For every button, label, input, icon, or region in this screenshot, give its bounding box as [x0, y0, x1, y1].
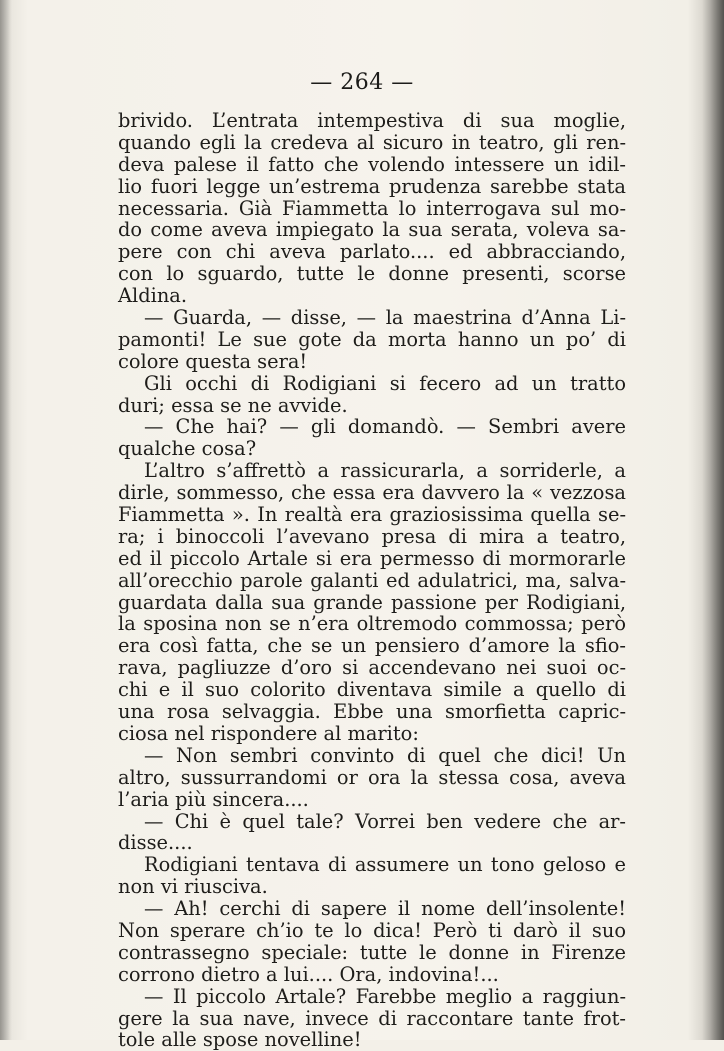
text-line: ra; i binoccoli l’avevano presa di mira a teatro, [118, 524, 626, 548]
text-line: gere la sua nave, invece di raccontare tante frot- [118, 1006, 626, 1030]
text-line: con lo sguardo, tutte le donne presenti, scorse [118, 262, 626, 286]
text-line: era così fatta, che se un pensiero d’amore la sfio- [118, 634, 626, 658]
text-line: corrono dietro a lui.... Ora, indovina!... [118, 962, 499, 986]
text-line: pamonti! Le sue gote da morta hanno un po’ di [118, 327, 626, 351]
text-line: — Che hai? — gli domandò. — Sembri avere [144, 415, 626, 439]
text-line: ed il piccolo Artale si era permesso di mormorarle [118, 546, 626, 570]
text-line: L’altro s’affrettò a rassicurarla, a sorriderle, a [144, 459, 626, 483]
text-line: disse.... [118, 831, 193, 855]
text-line: guardata dalla sua grande passione per Rodigiani, [118, 590, 626, 614]
text-line: quando egli la credeva al sicuro in teatro, gli ren- [118, 130, 626, 154]
text-line: una rosa selvaggia. Ebbe una smorfietta capric- [118, 700, 626, 724]
text-line: necessaria. Già Fiammetta lo interrogava sul mo- [118, 196, 626, 220]
text-line: ciosa nel rispondere al marito: [118, 721, 419, 745]
text-line: chi e il suo colorito diventava simile a quello di [118, 678, 626, 702]
text-line: colore questa sera! [118, 349, 308, 373]
text-line: Rodigiani tentava di assumere un tono geloso e [144, 853, 626, 877]
text-line: lio fuori legge un’estrema prudenza sarebbe stata [118, 174, 626, 198]
text-line: brivido. L’entrata intempestiva di sua moglie, [118, 109, 626, 132]
text-line: altro, sussurrandomi or ora la stessa cosa, aveva [118, 765, 626, 789]
text-line: Non sperare ch’io te lo dica! Però ti darò il suo [118, 918, 626, 942]
page-left-shadow [0, 0, 12, 1040]
text-line: tole alle spose novelline! [118, 1028, 362, 1051]
text-line: non vi riusciva. [118, 875, 268, 899]
text-line: l’aria più sincera.... [118, 787, 309, 811]
text-line: — Non sembri convinto di quel che dici! Un [144, 743, 626, 767]
text-line: — Chi è quel tale? Vorrei ben vedere che ar- [144, 809, 626, 833]
text-line: dirle, sommesso, che essa era davvero la « vezzosa [118, 481, 626, 505]
text-line: — Guarda, — disse, — la maestrina d’Anna Li- [144, 306, 626, 330]
text-line: Aldina. [118, 284, 188, 308]
text-line: contrassegno speciale: tutte le donne in Firenze [118, 940, 626, 964]
text-line: duri; essa se ne avvide. [118, 393, 348, 417]
text-line: — Ah! cerchi di sapere il nome dell’insolente! [144, 897, 626, 921]
text-line: deva palese il fatto che volendo intessere un idil- [118, 152, 626, 176]
text-line: Gli occhi di Rodigiani si fecero ad un tratto [144, 371, 626, 395]
text-line: pere con chi aveva parlato.... ed abbracciando, [118, 240, 626, 264]
page-number: — 264 — [310, 70, 414, 95]
text-line: rava, pagliuzze d’oro si accendevano nei suoi oc- [118, 656, 626, 680]
text-line: Fiammetta ». In realtà era graziosissima quella se- [118, 503, 626, 527]
body-text [118, 110, 626, 1051]
text-line: qualche cosa? [118, 437, 257, 461]
text-line: all’orecchio parole galanti ed adulatrici, ma, salva- [118, 568, 626, 592]
page-right-shadow [702, 0, 724, 1040]
text-line: do come aveva impiegato la sua serata, voleva sa- [118, 218, 626, 242]
text-line: — Il piccolo Artale? Farebbe meglio a raggiun- [144, 984, 626, 1008]
text-line: la sposina non se n’era oltremodo commossa; però [118, 612, 626, 636]
